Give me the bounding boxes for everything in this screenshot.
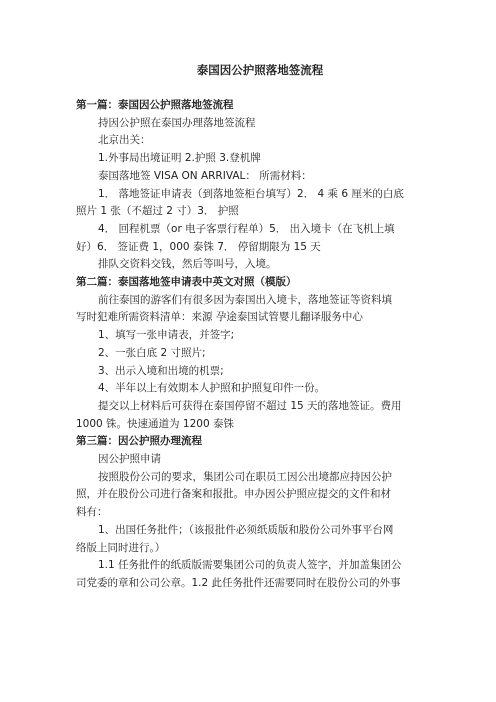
- paragraph-line: 持因公护照在泰国办理落地签流程: [98, 116, 256, 129]
- paragraph-line: 料有：: [76, 506, 108, 519]
- paragraph-line: 1000 铢。快速通道为 1200 泰铢: [76, 417, 234, 430]
- paragraph-line: 好）6． 签证费 1，000 泰铢 7． 停留期限为 15 天: [76, 240, 321, 253]
- paragraph-line: 1.1 任务批件的纸质版需要集团公司的负责人签字，并加盖集团公: [98, 559, 402, 572]
- paragraph-line: 泰国落地签 VISA ON ARRIVAL： 所需材料：: [98, 169, 312, 182]
- list-item: 4、半年以上有效期本人护照和护照复印件一份。: [98, 382, 326, 395]
- section-heading-1: 第一篇：泰国因公护照落地签流程: [76, 99, 234, 111]
- paragraph-line: 北京出关：: [98, 134, 151, 147]
- paragraph-line: 1、出国任务批件；（该报批件必须纸质版和股份公司外事平台网: [98, 523, 394, 536]
- paragraph-line: 按照股份公司的要求，集团公司在职员工因公出境都应持因公护: [98, 470, 392, 483]
- paragraph-line: 络版上同时进行。）: [76, 541, 166, 554]
- paragraph-line: 因公护照申请: [98, 453, 161, 466]
- paragraph-line: 写时犯难所需资料清单：来源 孕途泰国试管婴儿翻译服务中心: [76, 311, 363, 324]
- paragraph-line: 排队交资料交钱，然后等叫号，入境。: [98, 258, 277, 271]
- list-item: 2、一张白底 2 寸照片;: [98, 346, 206, 359]
- list-item: 1、填写一张申请表，并签字;: [98, 329, 235, 342]
- paragraph-line: 司党委的章和公司公章。1.2 此任务批件还需要同时在股份公司的外事: [76, 576, 401, 589]
- section-heading-2: 第二篇：泰国落地签申请表中英文对照（模版）: [76, 276, 297, 289]
- section-heading-3: 第三篇：因公护照办理流程: [76, 435, 202, 448]
- paragraph-line: 前往泰国的游客们有很多因为泰国出入境卡，落地签证等资料填: [98, 293, 392, 306]
- paragraph-line: 照片 1 张（不超过 2 寸）3． 护照: [76, 205, 239, 218]
- list-item: 3、出示入境和出境的机票;: [98, 364, 224, 377]
- paragraph-line: 1． 落地签证申请表（到落地签柜台填写）2． 4 乘 6 厘米的白底: [98, 187, 404, 200]
- paragraph-line: 提交以上材料后可获得在泰国停留不超过 15 天的落地签证。费用: [98, 399, 402, 412]
- paragraph-line: 照，并在股份公司进行备案和报批。申办因公护照应提交的文件和材: [76, 488, 391, 501]
- paragraph-line: 4． 回程机票（or 电子客票行程单）5． 出入境卡（在飞机上填: [98, 222, 395, 235]
- document-title: 泰国因公护照落地签流程: [196, 63, 324, 77]
- paragraph-line: 1.外事局出境证明 2.护照 3.登机牌: [98, 152, 261, 165]
